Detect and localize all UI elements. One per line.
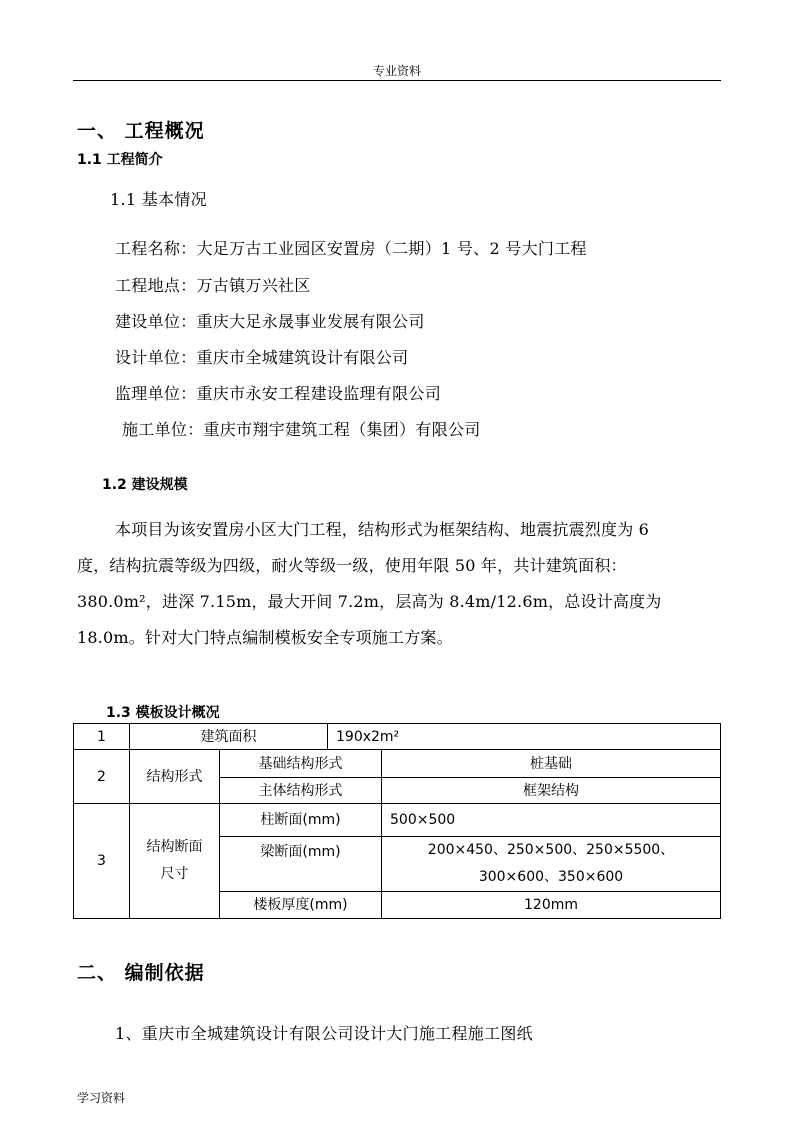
- sub-value-line-1: 200×450、250×500、250×5500、: [427, 842, 675, 858]
- header-rule: [73, 80, 721, 81]
- sub-value-line-2: 300×600、350×600: [478, 869, 624, 885]
- sub-value: 500×500: [382, 804, 721, 837]
- row-label-line-1: 结构断面: [146, 839, 203, 855]
- scale-paragraph-line-2: 度，结构抗震等级为四级，耐火等级一级，使用年限 50 年，共计建筑面积：: [77, 556, 627, 575]
- table-row: [74, 750, 721, 778]
- row-number: 2: [74, 750, 130, 804]
- row-label: 建筑面积: [130, 724, 328, 750]
- sub-value: 桩基础: [382, 750, 721, 778]
- formwork-design-table: [73, 723, 721, 919]
- sub-label: 主体结构形式: [220, 778, 382, 804]
- row-number: 3: [74, 804, 130, 919]
- sub-value: [382, 837, 721, 892]
- row-number: 1: [74, 724, 130, 750]
- sub-value: 框架结构: [382, 778, 721, 804]
- subsection-1-2-heading: 1.2 建设规模: [102, 477, 188, 493]
- scale-paragraph-line-1: 本项目为该安置房小区大门工程，结构形式为框架结构、地震抗震烈度为 6: [115, 520, 650, 539]
- basic-info-heading: 1.1 基本情况: [110, 190, 207, 209]
- sub-label: 梁断面(mm): [220, 837, 382, 892]
- construction-unit: 建设单位：重庆大足永晟事业发展有限公司: [115, 312, 425, 331]
- subsection-1-3-heading: 1.3 模板设计概况: [106, 705, 220, 721]
- contractor-unit: 施工单位：重庆市翔宇建筑工程（集团）有限公司: [122, 420, 481, 439]
- project-location: 工程地点：万古镇万兴社区: [115, 276, 311, 295]
- page-footer: 学习资料: [77, 1091, 126, 1105]
- sub-label: 楼板厚度(mm): [220, 892, 382, 919]
- scale-paragraph-line-4: 18.0m。针对大门特点编制模板安全专项施工方案。: [77, 628, 453, 647]
- sub-label: 基础结构形式: [220, 750, 382, 778]
- table-row: [74, 804, 721, 837]
- page-header: 专业资料: [372, 64, 421, 78]
- table-row: [74, 724, 721, 750]
- section-2-heading: 二、 编制依据: [77, 962, 205, 984]
- row-label-line-2: 尺寸: [160, 866, 189, 882]
- scale-paragraph-line-3: 380.0m²，进深 7.15m，最大开间 7.2m，层高为 8.4m/12.6m，总设计高度为: [77, 592, 662, 611]
- row-label: 结构形式: [130, 750, 220, 804]
- row-value: 190x2m²: [328, 724, 721, 750]
- section-1-heading: 一、 工程概况: [77, 120, 205, 142]
- design-unit: 设计单位：重庆市全城建筑设计有限公司: [115, 348, 409, 367]
- basis-item-1: 1、重庆市全城建筑设计有限公司设计大门施工程施工图纸: [115, 1024, 533, 1043]
- supervision-unit: 监理单位：重庆市永安工程建设监理有限公司: [115, 384, 442, 403]
- row-label: [130, 804, 220, 919]
- project-name: 工程名称：大足万古工业园区安置房（二期）1 号、2 号大门工程: [115, 239, 587, 258]
- sub-label: 柱断面(mm): [220, 804, 382, 837]
- sub-value: 120mm: [382, 892, 721, 919]
- subsection-1-1-heading: 1.1 工程简介: [77, 152, 163, 168]
